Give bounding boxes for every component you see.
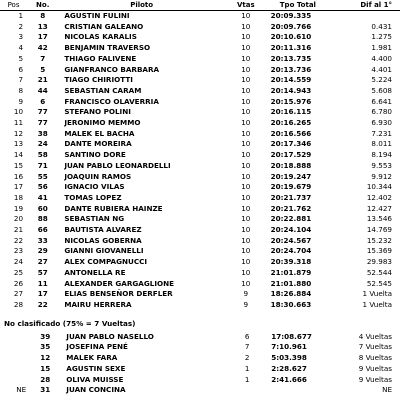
result-number: 13 [37, 21, 48, 31]
table-row [0, 161, 400, 172]
table-row [0, 300, 400, 311]
table-row [0, 214, 400, 225]
result-laps: 10 [241, 192, 251, 202]
table-row [0, 236, 400, 247]
table-row [0, 86, 400, 97]
result-laps: 10 [241, 182, 251, 192]
table-row [0, 385, 400, 396]
result-number: 44 [37, 85, 48, 95]
not-classified-rows [0, 332, 400, 396]
table-row [0, 172, 400, 183]
result-laps: 10 [241, 214, 251, 224]
result-driver: NICOLAS GOBERNA [64, 235, 142, 245]
result-gap: 15.369 [366, 246, 392, 256]
result-gap [329, 11, 400, 22]
result-laps: 10 [241, 171, 251, 181]
table-row [0, 54, 400, 65]
result-total-time: 20:17.529 [270, 150, 312, 160]
result-number: 35 [40, 342, 51, 352]
result-gap: 52.544 [366, 267, 392, 277]
result-total-time: 17:08.677 [271, 331, 312, 341]
result-number: 57 [37, 267, 48, 277]
result-total-time: 20:14.559 [270, 75, 312, 85]
result-gap: 5.608 [371, 85, 392, 95]
result-number: 21 [37, 75, 48, 85]
result-laps: 10 [241, 21, 251, 31]
table-row [0, 268, 400, 279]
table-row [0, 289, 400, 300]
result-driver: THIAGO FALIVENE [64, 53, 137, 63]
result-number: 24 [37, 139, 48, 149]
result-pos: NE [16, 385, 27, 395]
result-number: 7 [40, 53, 46, 63]
result-total-time: 20:09.766 [270, 21, 312, 31]
result-pos: 6 [18, 64, 24, 74]
not-classified-title: No clasificado (75% = 7 Vueltas) [4, 318, 136, 328]
result-gap: 9.553 [371, 160, 392, 170]
result-pos: 7 [18, 75, 24, 85]
result-pos: 21 [13, 225, 24, 235]
result-laps: 10 [241, 246, 251, 256]
table-row [0, 182, 400, 193]
result-pos: 13 [13, 139, 24, 149]
result-driver: BAUTISTA ALVAREZ [64, 225, 142, 235]
result-driver: DANTE RUBIERA HAINZE [64, 203, 163, 213]
result-driver: BENJAMIN TRAVERSO [64, 43, 151, 53]
result-driver: ALEXANDER GARGAGLIONE [64, 278, 175, 288]
result-laps: 1 [244, 363, 250, 373]
result-total-time: 20:39.318 [270, 257, 312, 267]
result-total-time: 7:10.961 [271, 342, 307, 352]
result-driver: JUAN PABLO LEONARDELLI [64, 160, 171, 170]
result-laps: 6 [244, 331, 250, 341]
result-gap: 13.546 [366, 214, 392, 224]
result-pos: 22 [13, 235, 24, 245]
result-number: 41 [37, 192, 48, 202]
result-total-time: 20:19.679 [270, 182, 312, 192]
result-pos [0, 375, 30, 386]
table-row [0, 353, 400, 364]
result-laps: 1 [244, 374, 250, 384]
result-total-time: 20:09.335 [270, 11, 312, 20]
table-row [0, 107, 400, 118]
result-gap: 12.402 [366, 192, 392, 202]
result-laps: 9 [243, 299, 249, 309]
table-header [0, 0, 400, 11]
header-row [0, 0, 400, 11]
result-laps: 10 [241, 53, 251, 63]
result-driver: TOMAS LOPEZ [64, 192, 122, 202]
result-laps [227, 385, 267, 396]
table-row [0, 257, 400, 268]
result-driver: MALEK FARA [66, 353, 118, 363]
result-gap: 1 Vuelta [362, 299, 392, 309]
result-gap: 4 Vueltas [358, 331, 392, 341]
table-row [0, 43, 400, 54]
result-number: 29 [37, 246, 48, 256]
table-row [0, 204, 400, 215]
result-pos: 28 [13, 299, 24, 309]
result-driver: NICOLAS KARALIS [64, 32, 137, 42]
result-total-time: 21:01.879 [270, 267, 312, 277]
result-number: 6 [40, 96, 46, 106]
result-laps: 10 [241, 11, 251, 20]
result-laps: 10 [241, 107, 251, 117]
result-driver: ELIAS BENSEÑOR DERFLER [64, 289, 173, 299]
result-gap: 4.401 [371, 64, 392, 74]
table-row [0, 65, 400, 76]
result-number: 58 [37, 150, 48, 160]
header-vtas: Vtas [236, 1, 255, 9]
result-total-time: 20:22.881 [270, 214, 312, 224]
result-pos [0, 342, 30, 353]
result-laps: 7 [244, 342, 250, 352]
result-pos: 10 [13, 107, 24, 117]
result-pos: 2 [18, 21, 24, 31]
result-gap: 6.780 [371, 107, 392, 117]
result-number: 42 [37, 43, 48, 53]
result-gap: 7 Vueltas [358, 342, 392, 352]
header-pos: Pos [7, 1, 20, 9]
result-pos: 4 [18, 43, 24, 53]
result-total-time: 20:17.346 [270, 139, 312, 149]
table-row [0, 332, 400, 343]
result-driver: JUAN PABLO NASELLO [66, 331, 154, 341]
classified-rows [0, 11, 400, 311]
result-laps: 10 [241, 225, 251, 235]
result-driver: AGUSTIN SEXE [66, 363, 126, 373]
result-laps: 10 [241, 43, 251, 53]
result-pos: 1 [18, 11, 24, 20]
result-number: 8 [40, 11, 46, 20]
result-total-time: 20:10.610 [270, 32, 312, 42]
table-row [0, 193, 400, 204]
result-number: 22 [37, 299, 48, 309]
result-total-time: 18:30.663 [270, 299, 312, 309]
result-number: 17 [37, 32, 48, 42]
header-no: No. [36, 1, 50, 9]
result-gap: 8 Vueltas [358, 353, 392, 363]
result-total-time: 2:41.666 [271, 374, 307, 384]
result-gap: 52.545 [366, 278, 392, 288]
result-total-time: 20:16.566 [270, 128, 312, 138]
table-row [0, 118, 400, 129]
table-row [0, 129, 400, 140]
result-pos: 23 [13, 246, 24, 256]
result-pos: 14 [13, 150, 24, 160]
result-number: 28 [40, 374, 51, 384]
result-number: 56 [37, 182, 48, 192]
result-number: 66 [37, 225, 48, 235]
table-row [0, 75, 400, 86]
result-total-time: 5:03.398 [271, 353, 307, 363]
result-laps: 10 [241, 118, 251, 128]
result-driver: OLIVA MUISSE [66, 374, 124, 384]
result-number: 55 [37, 171, 48, 181]
result-driver: MALEK EL BACHA [64, 128, 135, 138]
table-row [0, 342, 400, 353]
result-number: 11 [37, 278, 48, 288]
result-number: 15 [40, 363, 51, 373]
result-pos [0, 353, 30, 364]
result-total-time: 20:24.567 [270, 235, 312, 245]
result-pos: 3 [18, 32, 24, 42]
result-gap: 1 Vuelta [362, 289, 392, 299]
result-pos: 19 [13, 203, 24, 213]
result-gap: 8.011 [371, 139, 392, 149]
result-driver: CRISTIAN GALEANO [64, 21, 144, 31]
table-row [0, 32, 400, 43]
result-laps: 10 [241, 267, 251, 277]
result-laps: 10 [241, 85, 251, 95]
result-total-time: 20:14.943 [270, 85, 312, 95]
result-laps: 10 [241, 257, 251, 267]
result-pos [0, 332, 30, 343]
result-driver: JOAQUIN RAMOS [64, 171, 132, 181]
result-total-time: 21:01.880 [270, 278, 312, 288]
result-gap: 1.275 [371, 32, 392, 42]
result-driver: SEBASTIAN CARAM [64, 85, 142, 95]
result-laps: 9 [243, 289, 249, 299]
result-driver: IGNACIO VILAS [64, 182, 125, 192]
result-total-time: 20:16.115 [270, 107, 312, 117]
result-driver: FRANCISCO OLAVERRIA [64, 96, 159, 106]
result-driver: ALEX COMPAGNUCCI [64, 257, 148, 267]
result-number: 38 [37, 128, 48, 138]
result-pos: 18 [13, 192, 24, 202]
result-gap: 6.641 [371, 96, 392, 106]
result-gap: 29.983 [366, 257, 392, 267]
result-gap: 6.930 [371, 118, 392, 128]
result-laps: 10 [241, 160, 251, 170]
result-pos: 27 [13, 289, 24, 299]
result-driver: AGUSTIN FULINI [64, 11, 130, 20]
result-number: 60 [37, 203, 48, 213]
result-gap: 7.231 [371, 128, 392, 138]
result-laps: 10 [241, 139, 251, 149]
result-total-time: 20:11.316 [270, 43, 312, 53]
result-driver: SANTINO DORE [64, 150, 126, 160]
result-pos: 8 [18, 85, 24, 95]
result-number: 5 [40, 64, 46, 74]
result-driver: SEBASTIAN NG [64, 214, 125, 224]
result-laps: 10 [241, 64, 251, 74]
result-pos: 12 [13, 128, 24, 138]
result-number: 12 [40, 353, 51, 363]
result-driver: DANTE MOREIRA [64, 139, 132, 149]
result-gap: 0.431 [371, 21, 392, 31]
result-gap: 9.912 [371, 171, 392, 181]
result-number: 33 [37, 235, 48, 245]
table-row [0, 364, 400, 375]
result-number: 17 [37, 289, 48, 299]
result-laps: 10 [241, 203, 251, 213]
table-row [0, 150, 400, 161]
result-driver: GIANFRANCO BARBARA [64, 64, 160, 74]
header-piloto: Piloto [130, 1, 154, 9]
result-total-time: 20:24.704 [270, 246, 312, 256]
result-driver: STEFANO POLINI [64, 107, 131, 117]
result-driver: TIAGO CHIRIOTTI [64, 75, 133, 85]
result-pos: 16 [13, 171, 24, 181]
result-laps: 2 [244, 353, 250, 363]
result-gap: 12.427 [366, 203, 392, 213]
result-pos: 5 [18, 53, 24, 63]
result-laps: 10 [241, 32, 251, 42]
table-row [0, 97, 400, 108]
result-number: 27 [37, 257, 48, 267]
result-number: 31 [40, 385, 51, 395]
result-total-time: 20:21.762 [270, 203, 312, 213]
table-row [0, 22, 400, 33]
result-total-time: 20:18.888 [270, 160, 312, 170]
result-gap: 10.344 [366, 182, 392, 192]
table-row [0, 375, 400, 386]
result-total-time: 20:19.247 [270, 171, 312, 181]
result-total-time: 18:26.884 [270, 289, 312, 299]
result-pos: 11 [13, 118, 24, 128]
result-gap: 14.769 [366, 225, 392, 235]
result-gap: 4.400 [371, 53, 392, 63]
result-laps: 10 [241, 150, 251, 160]
result-number: 77 [37, 107, 48, 117]
header-dif: Dif al 1° [360, 1, 392, 9]
result-laps: 10 [241, 278, 251, 288]
result-driver: MAIRU HERRERA [64, 299, 132, 309]
result-driver: JOSEFINA PENÉ [66, 342, 128, 352]
result-total-time: 20:24.104 [270, 225, 312, 235]
result-gap: 5.224 [371, 75, 392, 85]
result-number: 77 [37, 118, 48, 128]
result-driver: JUAN CONCINA [66, 385, 126, 395]
result-gap: 9 Vueltas [358, 363, 392, 373]
result-total-time: 20:13.736 [270, 64, 312, 74]
table-row [0, 246, 400, 257]
table-row [0, 279, 400, 290]
result-number: 39 [40, 331, 51, 341]
result-pos: 25 [13, 267, 24, 277]
result-total-time [267, 385, 331, 396]
table-row [0, 11, 400, 22]
result-gap: 8.194 [371, 150, 392, 160]
result-laps: 10 [241, 75, 251, 85]
result-pos [0, 364, 30, 375]
result-pos: 20 [13, 214, 24, 224]
result-pos: 9 [18, 96, 24, 106]
result-total-time: 2:28.627 [271, 363, 307, 373]
result-gap: NE [382, 385, 392, 395]
header-tpo-total: Tpo Total [279, 1, 316, 9]
result-pos: 15 [13, 160, 24, 170]
result-number: 88 [37, 214, 48, 224]
table-row [0, 225, 400, 236]
result-laps: 10 [241, 96, 251, 106]
result-gap: 15.232 [366, 235, 392, 245]
result-total-time: 20:15.976 [270, 96, 312, 106]
result-driver: JERONIMO MEMMO [64, 118, 141, 128]
result-gap: 9 Vueltas [358, 374, 392, 384]
result-total-time: 20:21.737 [270, 192, 312, 202]
not-classified-table [0, 332, 400, 396]
result-pos: 24 [13, 257, 24, 267]
result-laps: 10 [241, 128, 251, 138]
result-number: 71 [37, 160, 48, 170]
result-total-time: 20:16.265 [270, 118, 312, 128]
result-total-time: 20:13.735 [270, 53, 312, 63]
result-driver: GIANNI GIOVANELLI [64, 246, 144, 256]
result-laps: 10 [241, 235, 251, 245]
result-gap: 1.981 [371, 43, 392, 53]
table-row [0, 139, 400, 150]
result-pos: 17 [13, 182, 24, 192]
result-pos: 26 [13, 278, 24, 288]
result-driver: ANTONELLA RE [64, 267, 126, 277]
